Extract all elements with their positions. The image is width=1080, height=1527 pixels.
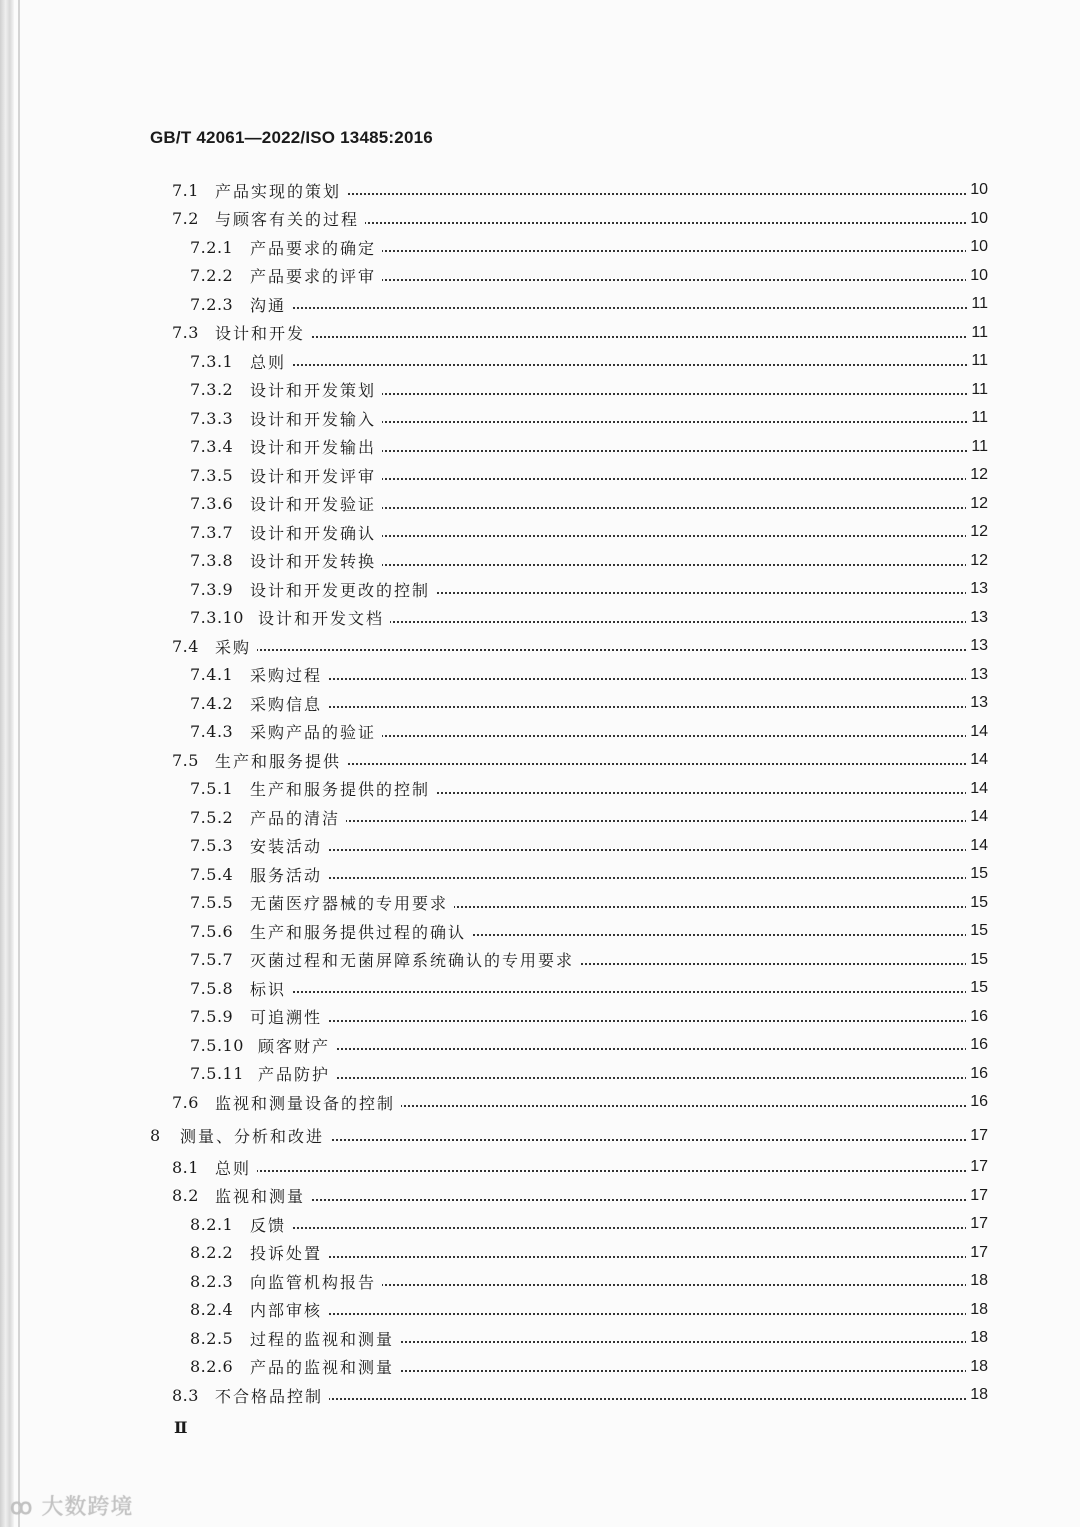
toc-entry-page: 11 — [967, 352, 988, 370]
toc-entry[interactable] — [0, 319, 1080, 348]
toc-entry-page: 15 — [966, 922, 988, 940]
toc-entry[interactable] — [0, 262, 1080, 291]
toc-entry[interactable] — [0, 661, 1080, 690]
toc-entry-page: 13 — [966, 580, 988, 598]
toc-entry-title: 采购 — [215, 635, 257, 658]
toc-entry-page: 13 — [966, 637, 988, 655]
toc-entry-number: 8.2.1 — [190, 1214, 234, 1234]
toc-entry-page: 17 — [966, 1158, 988, 1176]
toc-entry-title: 设计和开发更改的控制 — [250, 578, 436, 601]
toc-entry[interactable] — [0, 917, 1080, 946]
toc-entry[interactable] — [0, 176, 1080, 205]
toc-entry-page: 10 — [966, 210, 988, 228]
toc-entry[interactable] — [0, 775, 1080, 804]
toc-entry[interactable] — [0, 604, 1080, 633]
toc-entry[interactable] — [0, 575, 1080, 604]
toc-entry[interactable] — [0, 689, 1080, 718]
toc-entry-number: 7.4.2 — [190, 693, 234, 713]
toc-entry[interactable] — [0, 1324, 1080, 1353]
toc-entry-title: 生产和服务提供的控制 — [250, 777, 436, 800]
toc-entry-number: 7.3.1 — [190, 351, 234, 371]
toc-entry-page: 14 — [966, 723, 988, 741]
toc-entry-number: 8.2.3 — [190, 1271, 234, 1291]
toc-entry-title: 产品的清洁 — [250, 806, 346, 829]
toc-entry-number: 7.5.10 — [190, 1035, 244, 1055]
toc-entry[interactable] — [0, 347, 1080, 376]
toc-entry-title: 产品防护 — [258, 1062, 336, 1085]
toc-entry-page: 16 — [966, 1036, 988, 1054]
toc-entry[interactable] — [0, 718, 1080, 747]
toc-entry-number: 8.1 — [172, 1157, 199, 1177]
toc-entry[interactable] — [0, 1239, 1080, 1268]
toc-entry-page: 17 — [966, 1127, 988, 1145]
toc-entry[interactable] — [0, 1381, 1080, 1410]
toc-entry-number: 7.5.5 — [190, 893, 234, 913]
toc-entry-title: 向监管机构报告 — [250, 1270, 382, 1293]
toc-entry-number: 7.3.2 — [190, 380, 234, 400]
toc-entry-page: 10 — [966, 267, 988, 285]
toc-entry-title: 测量、分析和改进 — [180, 1124, 330, 1147]
toc-entry-number: 8 — [150, 1126, 161, 1146]
toc-entry-number: 7.3 — [172, 323, 199, 343]
toc-entry-page: 11 — [967, 381, 988, 399]
toc-entry-page: 15 — [966, 979, 988, 997]
toc-dot-leader — [250, 678, 970, 680]
toc-entry-number: 7.5.11 — [190, 1064, 244, 1084]
toc-entry-page: 12 — [966, 552, 988, 570]
document-header: GB/T 42061—2022/ISO 13485:2016 — [150, 128, 433, 147]
toc-entry[interactable] — [0, 1031, 1080, 1060]
toc-entry[interactable] — [0, 1060, 1080, 1089]
toc-entry-title: 安装活动 — [250, 834, 328, 857]
toc-entry-title: 设计和开发文档 — [258, 606, 390, 629]
toc-dot-leader — [258, 1048, 970, 1050]
toc-entry-page: 11 — [967, 409, 988, 427]
toc-entry-page: 14 — [966, 808, 988, 826]
toc-entry[interactable] — [0, 946, 1080, 975]
toc-entry[interactable] — [0, 1122, 1080, 1151]
toc-entry[interactable] — [0, 518, 1080, 547]
toc-entry-number: 7.5.9 — [190, 1007, 234, 1027]
toc-dot-leader — [215, 1170, 970, 1172]
toc-entry-title: 产品要求的评审 — [250, 264, 382, 287]
watermark-text: 大数跨境 — [41, 1495, 134, 1520]
toc-entry[interactable] — [0, 1210, 1080, 1239]
toc-entry-title: 产品的监视和测量 — [250, 1355, 400, 1378]
toc-entry-number: 7.2.1 — [190, 237, 234, 257]
toc-entry-number: 7.2 — [172, 209, 199, 229]
toc-entry-title: 设计和开发输入 — [250, 407, 382, 430]
toc-entry-title: 顾客财产 — [258, 1034, 336, 1057]
toc-entry-title: 反馈 — [250, 1213, 292, 1236]
toc-entry-title: 设计和开发验证 — [250, 492, 382, 515]
toc-entry-page: 15 — [966, 951, 988, 969]
toc-entry-number: 7.3.9 — [190, 579, 234, 599]
toc-entry-title: 采购产品的验证 — [250, 720, 382, 743]
toc-entry-number: 7.4.1 — [190, 665, 234, 685]
toc-entry-number: 7.5.8 — [190, 978, 234, 998]
toc-entry-page: 18 — [966, 1272, 988, 1290]
toc-entry-page: 14 — [966, 751, 988, 769]
toc-entry-title: 生产和服务提供 — [215, 749, 347, 772]
toc-entry-title: 设计和开发输出 — [250, 435, 382, 458]
page-number: Ⅱ — [174, 1418, 188, 1437]
toc-entry-title: 服务活动 — [250, 863, 328, 886]
toc-entry[interactable] — [0, 461, 1080, 490]
toc-entry[interactable] — [0, 1153, 1080, 1182]
toc-entry-title: 灭菌过程和无菌屏障系统确认的专用要求 — [250, 948, 580, 971]
table-of-contents — [0, 176, 1080, 1410]
toc-entry-page: 15 — [966, 865, 988, 883]
toc-entry[interactable] — [0, 1267, 1080, 1296]
toc-dot-leader — [250, 849, 970, 851]
toc-entry-title: 设计和开发转换 — [250, 549, 382, 572]
toc-entry-title: 设计和开发策划 — [250, 378, 382, 401]
toc-entry[interactable] — [0, 547, 1080, 576]
toc-entry-number: 8.2.6 — [190, 1357, 234, 1377]
toc-dot-leader — [250, 307, 970, 309]
toc-entry-title: 内部审核 — [250, 1298, 328, 1321]
toc-entry-number: 7.5 — [172, 750, 199, 770]
toc-entry-page: 17 — [966, 1215, 988, 1233]
toc-entry-page: 18 — [966, 1386, 988, 1404]
toc-entry-title: 产品要求的确定 — [250, 236, 382, 259]
toc-entry[interactable] — [0, 1182, 1080, 1211]
toc-entry-page: 14 — [966, 780, 988, 798]
toc-entry-number: 7.4 — [172, 636, 199, 656]
toc-entry[interactable] — [0, 490, 1080, 519]
toc-entry-number: 7.3.10 — [190, 608, 244, 628]
toc-dot-leader — [250, 364, 970, 366]
toc-entry[interactable] — [0, 1353, 1080, 1382]
toc-entry-page: 18 — [966, 1329, 988, 1347]
toc-entry-number: 7.5.6 — [190, 921, 234, 941]
toc-entry[interactable] — [0, 404, 1080, 433]
toc-entry-page: 17 — [966, 1187, 988, 1205]
toc-entry-page: 10 — [966, 238, 988, 256]
toc-entry-title: 设计和开发评审 — [250, 464, 382, 487]
toc-entry-title: 监视和测量 — [215, 1184, 311, 1207]
toc-entry[interactable] — [0, 832, 1080, 861]
toc-entry-page: 16 — [966, 1008, 988, 1026]
toc-dot-leader — [250, 820, 970, 822]
toc-entry-page: 12 — [966, 495, 988, 513]
toc-entry-page: 11 — [967, 295, 988, 313]
toc-entry-title: 设计和开发 — [215, 321, 311, 344]
toc-entry-page: 12 — [966, 466, 988, 484]
toc-entry-title: 生产和服务提供过程的确认 — [250, 920, 472, 943]
toc-entry-number: 7.5.3 — [190, 836, 234, 856]
toc-entry-title: 过程的监视和测量 — [250, 1327, 400, 1350]
toc-entry-title: 总则 — [215, 1156, 257, 1179]
toc-entry[interactable] — [0, 803, 1080, 832]
toc-entry-number: 7.2.3 — [190, 294, 234, 314]
toc-entry[interactable] — [0, 889, 1080, 918]
watermark-logo: ꝏ 大数跨境 — [10, 1495, 134, 1520]
toc-entry-title: 可追溯性 — [250, 1005, 328, 1028]
toc-entry-page: 15 — [966, 894, 988, 912]
toc-entry-title: 设计和开发确认 — [250, 521, 382, 544]
toc-entry-title: 沟通 — [250, 293, 292, 316]
toc-dot-leader — [250, 1256, 970, 1258]
toc-entry[interactable] — [0, 860, 1080, 889]
toc-entry[interactable] — [0, 746, 1080, 775]
toc-dot-leader — [250, 706, 970, 708]
toc-entry-number: 8.3 — [172, 1385, 199, 1405]
toc-entry-title: 采购过程 — [250, 663, 328, 686]
toc-entry[interactable] — [0, 1003, 1080, 1032]
toc-entry-page: 13 — [966, 609, 988, 627]
toc-entry-page: 13 — [966, 694, 988, 712]
toc-entry-number: 8.2 — [172, 1186, 199, 1206]
toc-entry-number: 7.3.6 — [190, 494, 234, 514]
toc-dot-leader — [250, 1227, 970, 1229]
toc-entry[interactable] — [0, 433, 1080, 462]
toc-entry[interactable] — [0, 1088, 1080, 1117]
toc-entry-number: 7.5.1 — [190, 779, 234, 799]
toc-entry-number: 7.3.5 — [190, 465, 234, 485]
toc-dot-leader — [250, 991, 970, 993]
toc-entry-title: 无菌医疗器械的专用要求 — [250, 891, 454, 914]
toc-entry-page: 12 — [966, 523, 988, 541]
toc-entry[interactable] — [0, 632, 1080, 661]
toc-dot-leader — [250, 1313, 970, 1315]
toc-entry[interactable] — [0, 974, 1080, 1003]
toc-entry-page: 18 — [966, 1301, 988, 1319]
toc-entry-title: 不合格品控制 — [215, 1384, 329, 1407]
toc-entry-number: 7.2.2 — [190, 266, 234, 286]
toc-entry-number: 8.2.4 — [190, 1300, 234, 1320]
toc-entry-page: 18 — [966, 1358, 988, 1376]
toc-entry-title: 监视和测量设备的控制 — [215, 1091, 401, 1114]
toc-entry-page: 11 — [967, 438, 988, 456]
toc-entry[interactable] — [0, 205, 1080, 234]
toc-entry-number: 7.5.2 — [190, 807, 234, 827]
toc-entry[interactable] — [0, 290, 1080, 319]
toc-entry-title: 与顾客有关的过程 — [215, 207, 365, 230]
toc-dot-leader — [215, 1199, 970, 1201]
toc-entry-number: 7.3.4 — [190, 437, 234, 457]
toc-entry-page: 11 — [967, 324, 988, 342]
toc-dot-leader — [258, 1077, 970, 1079]
toc-entry[interactable] — [0, 376, 1080, 405]
toc-dot-leader — [215, 649, 970, 651]
toc-entry-number: 7.3.7 — [190, 522, 234, 542]
toc-entry-page: 16 — [966, 1065, 988, 1083]
toc-entry-page: 10 — [966, 181, 988, 199]
toc-entry-page: 13 — [966, 666, 988, 684]
toc-dot-leader — [250, 1020, 970, 1022]
toc-entry-page: 17 — [966, 1244, 988, 1262]
toc-entry[interactable] — [0, 233, 1080, 262]
toc-entry-page: 14 — [966, 837, 988, 855]
toc-entry-number: 7.3.3 — [190, 408, 234, 428]
toc-entry-title: 标识 — [250, 977, 292, 1000]
toc-dot-leader — [250, 877, 970, 879]
toc-entry[interactable] — [0, 1296, 1080, 1325]
toc-entry-title: 总则 — [250, 350, 292, 373]
toc-entry-number: 7.6 — [172, 1092, 199, 1112]
toc-entry-number: 7.4.3 — [190, 722, 234, 742]
toc-entry-number: 8.2.2 — [190, 1243, 234, 1263]
toc-entry-number: 7.3.8 — [190, 551, 234, 571]
toc-entry-number: 7.1 — [172, 180, 199, 200]
toc-entry-page: 16 — [966, 1093, 988, 1111]
toc-dot-leader — [215, 336, 970, 338]
toc-entry-number: 8.2.5 — [190, 1328, 234, 1348]
toc-entry-number: 7.5.4 — [190, 864, 234, 884]
toc-entry-title: 投诉处置 — [250, 1241, 328, 1264]
toc-entry-title: 采购信息 — [250, 692, 328, 715]
toc-entry-title: 产品实现的策划 — [215, 179, 347, 202]
toc-entry-number: 7.5.7 — [190, 950, 234, 970]
